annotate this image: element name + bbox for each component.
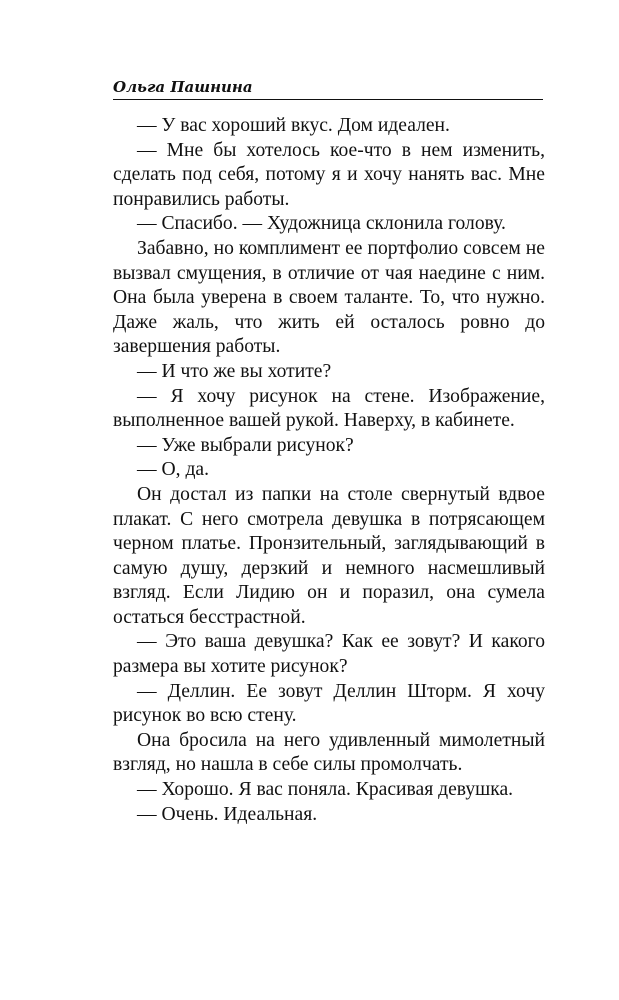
header-rule: [113, 99, 543, 100]
body-text: [113, 114, 545, 827]
paragraph: — Спасибо. — Художница склонила голову.: [137, 213, 506, 235]
running-head-author: Ольга Пашнина: [113, 78, 253, 96]
paragraph: — Мне бы хотелось кое-что в нем изменить, сделать под себя, потому я и хочу нанять вас. Мне понравились работы.: [113, 139, 545, 210]
paragraph: — О, да.: [137, 459, 210, 481]
paragraph: Забавно, но комплимент ее портфолио совсем не вызвал смущения, в отличие от чая наедине с ним. Она была уверена в своем таланте. То, что нужно. Даже жаль, что жить ей осталось ровно до завершения работы.: [113, 237, 545, 358]
paragraph: — У вас хороший вкус. Дом идеален.: [137, 115, 450, 136]
paragraph: — Деллин. Ее зовут Деллин Шторм. Я хочу рисунок во всю стену.: [113, 680, 545, 727]
paragraph: — И что же вы хотите?: [137, 360, 332, 382]
paragraph: — Я хочу рисунок на стене. Изображение, выполненное вашей рукой. Наверху, в кабинете.: [113, 385, 545, 432]
paragraph: — Уже выбрали рисунок?: [137, 434, 354, 456]
paragraph: — Хорошо. Я вас поняла. Красивая девушка.: [137, 779, 514, 801]
paragraph: — Очень. Идеальная.: [137, 803, 318, 825]
paragraph: Он достал из папки на столе свернутый вдвое плакат. С него смотрела девушка в потрясающем черном платье. Пронзительный, заглядывающий в самую душу, дерзкий и немного насмешливый взгляд. Если Лидию он и поразил, она сумела остаться бесстрастной.: [113, 483, 545, 628]
paragraph: — Это ваша девушка? Как ее зовут? И какого размера вы хотите рисунок?: [113, 631, 545, 678]
paragraph: Она бросила на него удивленный мимолетный взгляд, но нашла в себе силы промолчать.: [113, 729, 545, 776]
